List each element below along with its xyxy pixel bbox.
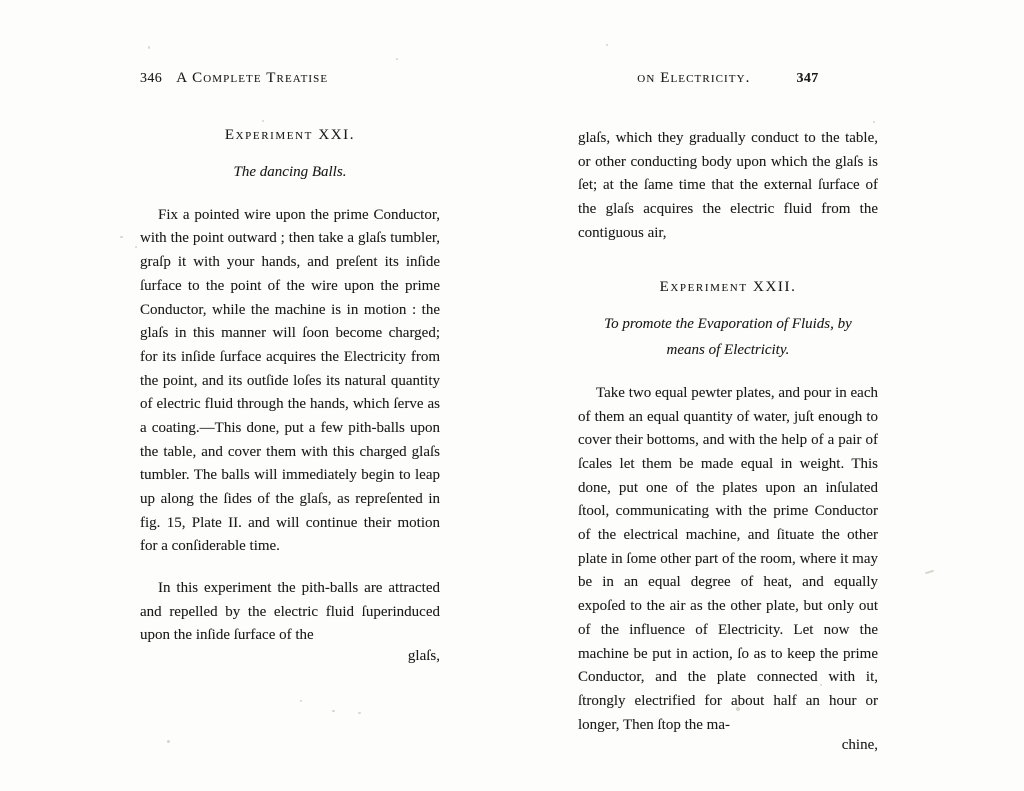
left-catchword: glaſs, [407,648,440,665]
left-folio: 346 [140,71,163,86]
right-catchword: chine, [841,737,878,754]
left-running-title: A Complete Treatise [176,70,329,86]
left-paragraph-2: In this experiment the pith-balls are attracted and repelled by the electric fluid ſuperinduced upon the inſide ſurface of the [140,580,440,644]
right-running-head [578,70,878,87]
left-running-head [140,70,440,87]
left-experiment-subtitle: The dancing Balls. [233,164,347,180]
right-paragraph-carryover: glaſs, which they gradually conduct to the table, or other conducting body upon which the glaſs is ſet; at the ſame time that the external ſurface of the glaſs acquires the electric fluid from the contiguous air, [578,130,878,241]
left-page [140,70,440,665]
right-running-title: on Electricity. [637,70,751,86]
right-paragraph-1: Take two equal pewter plates, and pour in each of them an equal quantity of water, juſt enough to cover their bottoms, and with the help of a pair of ſcales let them be made equal in weight. This done, put one of the plates upon an inſulated ſtool, communicating with the prime Conductor of the electrical machine, and ſituate the other plate in ſome other part of the room, where it may be in an equal degree of heat, and equally expoſed to the air as the other plate, but only out of the influence of Electricity. Let now the machine be put in action, ſo as to keep the prime Conductor, and the plate connected with it, ſtrongly electrified for about half an hour or longer, Then ſtop the ma- [578,384,878,733]
right-experiment-subtitle-line2: means of Electricity. [666,342,790,359]
right-experiment-heading: Experiment XXII. [659,279,797,296]
left-paragraph-1: Fix a pointed wire upon the prime Conductor, with the point outward ; then take a glaſs tumbler, graſp it with your hands, and preſent its inſide ſurface to the point of the wire upon the prime Conductor, while the machine is in motion : the glaſs in this manner will ſoon become charged; for its inſide ſurface acquires the Electricity from the point, and its outſide loſes its natural quantity of electric fluid through the hands, which ſerve as a coating.—This done, put a few pith-balls upon the table, and cover them with this charged glaſs tumbler. The balls will immediately begin to leap up along the ſides of the glaſs, as repreſented in fig. 15, Plate II. and will continue their motion for a conſiderable time. [140,206,440,555]
right-experiment-subtitle-line1: To promote the Evaporation of Fluids, by [604,316,852,333]
right-page [578,70,878,754]
right-folio: 347 [796,71,819,86]
left-experiment-heading: Experiment XXI. [224,127,356,143]
